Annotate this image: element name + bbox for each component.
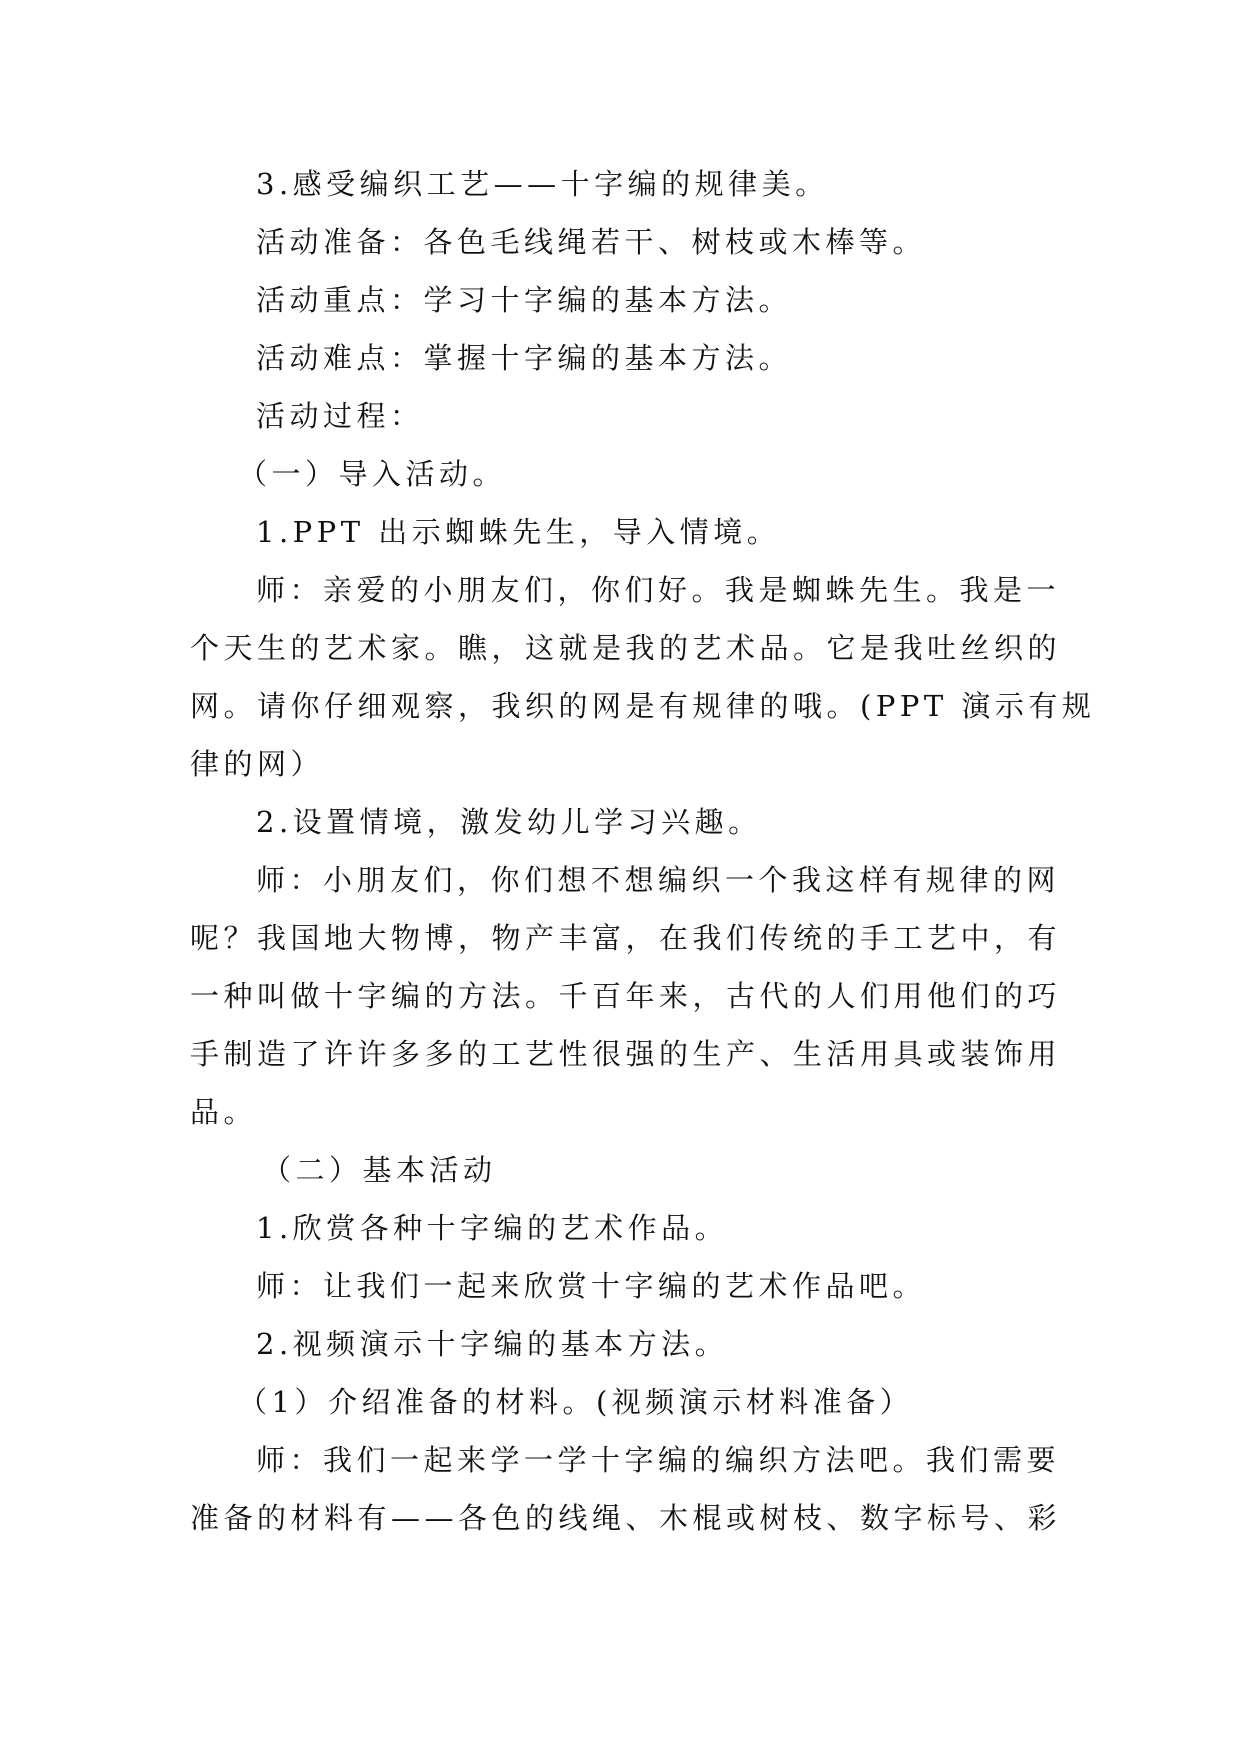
text-line-10: 网。请你仔细观察，我织的网是有规律的哦。(PPT 演示有规 [190,689,1096,723]
text-line-19: 1.欣赏各种十字编的艺术作品。 [256,1211,729,1245]
text-line-3: 活动重点：学习十字编的基本方法。 [256,283,793,317]
text-line-1: 3.感受编织工艺——十字编的规律美。 [256,167,829,201]
section-heading-1: （一）导入活动。 [238,457,507,491]
text-line-2: 活动准备：各色毛线绳若干、树枝或木棒等。 [256,225,927,259]
text-line-5: 活动过程： [256,399,424,433]
text-line-14: 呢？我国地大物博，物产丰富，在我们传统的手工艺中，有 [190,921,1062,955]
text-line-23: 师：我们一起来学一学十字编的编织方法吧。我们需要 [256,1443,1061,1477]
text-line-24: 准备的材料有——各色的线绳、木棍或树枝、数字标号、彩 [190,1501,1062,1535]
text-line-17: 品。 [190,1095,258,1129]
text-line-4: 活动难点：掌握十字编的基本方法。 [256,341,793,375]
text-line-13: 师：小朋友们，你们想不想编织一个我这样有规律的网 [256,863,1061,897]
text-line-16: 手制造了许许多多的工艺性很强的生产、生活用具或装饰用 [190,1037,1062,1071]
section-heading-2: （二）基本活动 [262,1153,497,1187]
text-line-22: （1）介绍准备的材料。(视频演示材料准备） [238,1385,914,1419]
text-line-8: 师：亲爱的小朋友们，你们好。我是蜘蛛先生。我是一 [256,573,1061,607]
text-line-12: 2.设置情境，激发幼儿学习兴趣。 [256,805,762,839]
text-line-15: 一种叫做十字编的方法。千百年来，古代的人们用他们的巧 [190,979,1062,1013]
text-line-11: 律的网） [190,747,325,781]
text-line-21: 2.视频演示十字编的基本方法。 [256,1327,729,1361]
text-line-9: 个天生的艺术家。瞧，这就是我的艺术品。它是我吐丝织的 [190,631,1062,665]
text-line-7: 1.PPT 出示蜘蛛先生，导入情境。 [256,515,781,549]
document-page [190,155,1096,1547]
text-line-20: 师：让我们一起来欣赏十字编的艺术作品吧。 [256,1269,927,1303]
